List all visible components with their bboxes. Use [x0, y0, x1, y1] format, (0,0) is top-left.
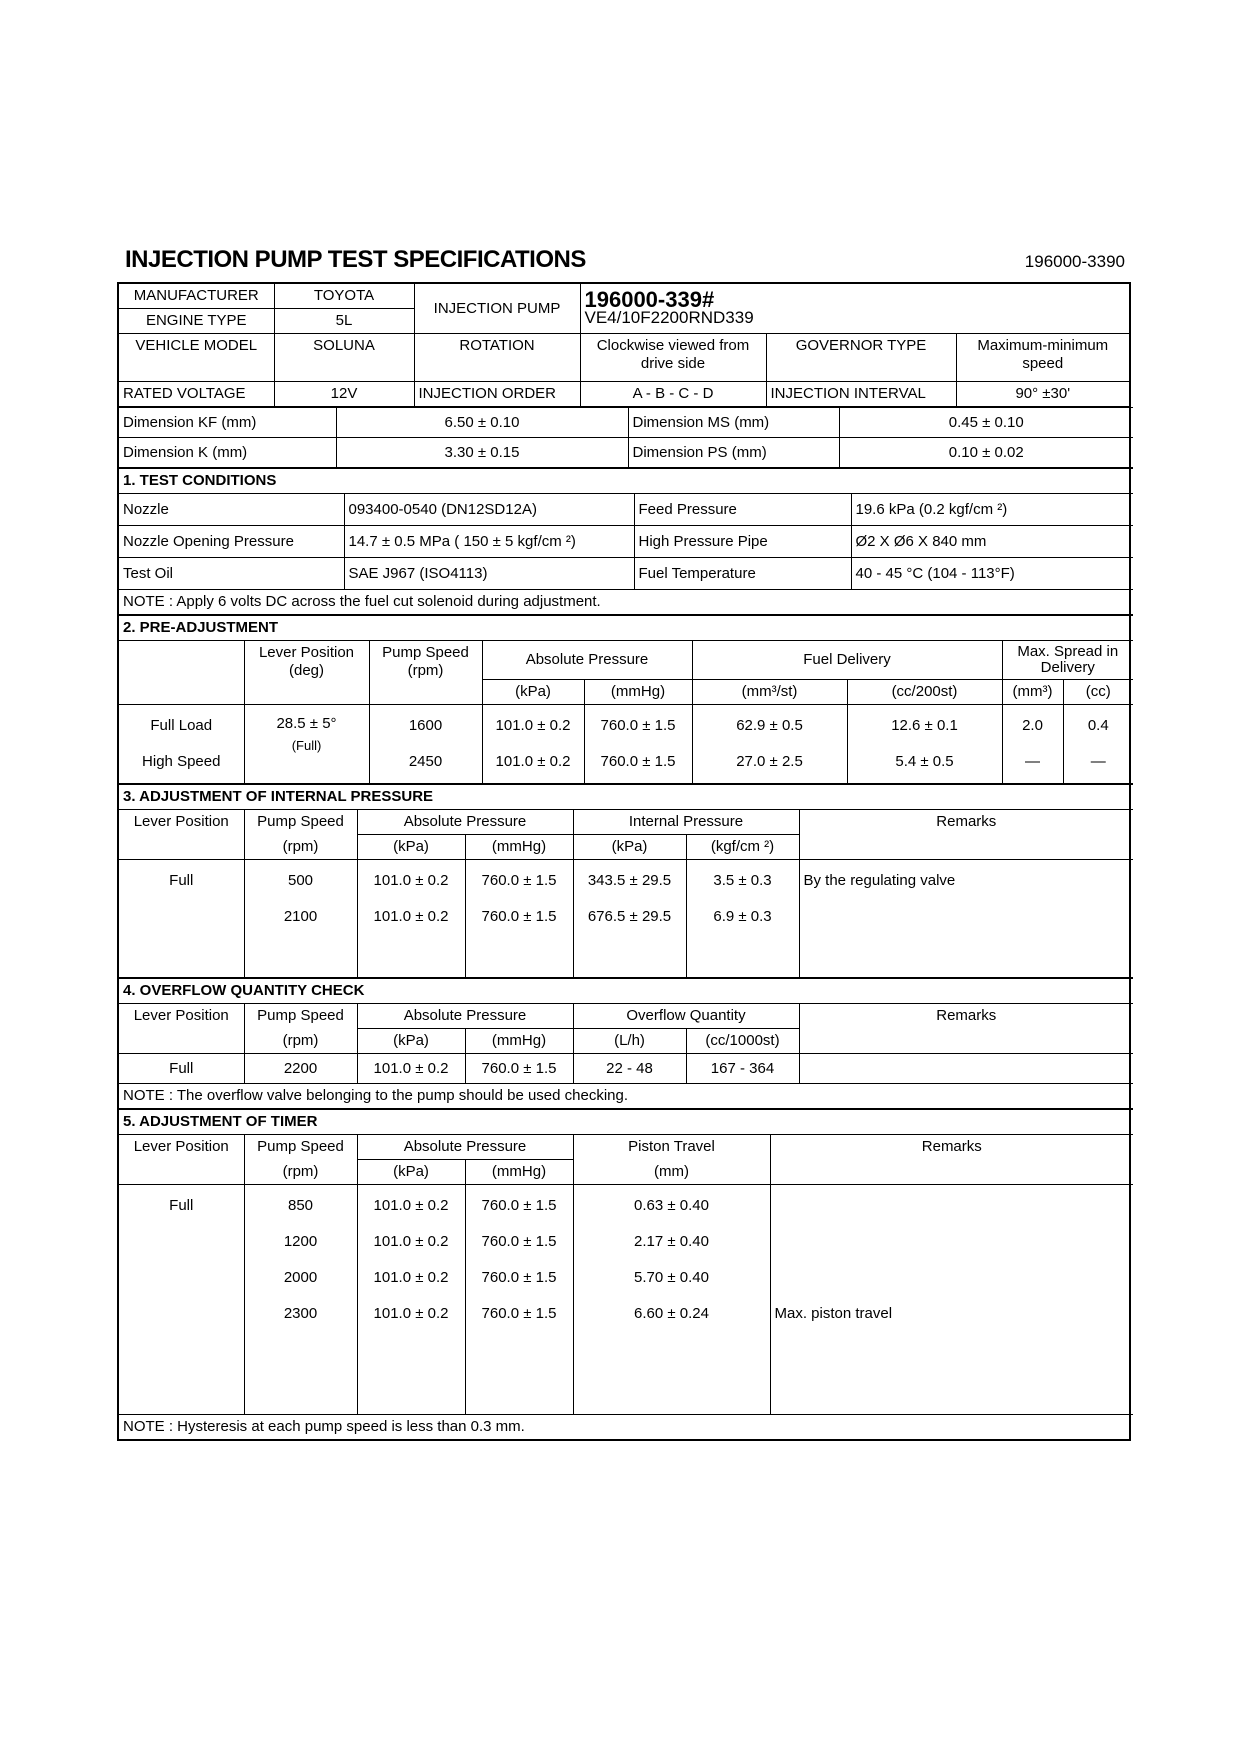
max-spread-header: Max. Spread in Delivery — [1002, 641, 1133, 680]
overflow-quantity-header: Overflow Quantity — [573, 1004, 799, 1029]
table-cell — [775, 1224, 1130, 1260]
internal-pressure-table — [119, 784, 1133, 978]
high-speed-label: High Speed — [142, 753, 221, 770]
table-cell: 0.63 ± 0.40 — [634, 1197, 709, 1214]
pump-number: 196000-339# — [584, 286, 715, 312]
table-cell: 101.0 ± 0.2 — [357, 1054, 465, 1084]
unit-kpa: (kPa) — [573, 835, 686, 860]
dimension-ms-value: 0.45 ± 0.10 — [839, 408, 1133, 438]
pump-model: VE4/10F2200RND339 — [584, 307, 754, 327]
piston-travel-cell — [573, 1185, 770, 1415]
page-title: INJECTION PUMP TEST SPECIFICATIONS — [125, 246, 586, 273]
table-cell: 5.4 ± 0.5 — [895, 753, 954, 770]
unit-mm: (mm) — [573, 1160, 770, 1185]
header-table — [119, 284, 1129, 407]
table-cell: 2100 — [283, 908, 318, 925]
overflow-remarks — [799, 1054, 1133, 1084]
dimension-kf-label: Dimension KF (mm) — [119, 408, 336, 438]
table-cell: 760.0 ± 1.5 — [481, 908, 557, 925]
title-row — [117, 246, 1131, 278]
unit-kpa: (kPa) — [357, 1029, 465, 1054]
lever-full: Full — [119, 1054, 244, 1084]
rotation-value: Clockwise viewed from drive side — [580, 334, 766, 382]
unit-rpm: (rpm) — [244, 835, 357, 860]
injection-interval-value: 90° ±30' — [956, 382, 1129, 407]
unit-mmhg: (mmHg) — [465, 1029, 573, 1054]
injection-interval-label: INJECTION INTERVAL — [766, 382, 956, 407]
timer-table — [119, 1109, 1133, 1439]
timer-heading: 5. ADJUSTMENT OF TIMER — [119, 1110, 1133, 1135]
table-cell: Max. piston travel — [774, 1305, 893, 1322]
internal-pressure-header: Internal Pressure — [573, 810, 799, 835]
table-cell: 2450 — [408, 753, 443, 770]
unit-cc: (cc) — [1063, 680, 1133, 705]
table-cell: 760.0 ± 1.5 — [465, 1054, 573, 1084]
table-cell: 760.0 ± 1.5 — [481, 872, 557, 889]
lever-position-header: Lever Position — [119, 1004, 244, 1054]
kpa-cell — [357, 860, 465, 978]
test-conditions-heading: 1. TEST CONDITIONS — [119, 469, 1133, 494]
dimensions-table — [119, 407, 1133, 468]
table-cell: 167 - 364 — [686, 1054, 799, 1084]
spread-cc-cell — [1063, 705, 1133, 784]
dimension-kf-value: 6.50 ± 0.10 — [336, 408, 628, 438]
nozzle-label: Nozzle — [119, 494, 344, 526]
spec-sheet — [117, 246, 1131, 1441]
rotation-label: ROTATION — [414, 334, 580, 382]
lever-position-header: Lever Position — [119, 810, 244, 860]
table-cell: 760.0 ± 1.5 — [481, 1197, 557, 1214]
mmhg-cell — [465, 860, 573, 978]
high-pressure-pipe-label: High Pressure Pipe — [634, 526, 851, 558]
unit-rpm: (rpm) — [244, 1029, 357, 1054]
pump-speed-header: Pump Speed — [244, 810, 357, 835]
pump-speed-header: Pump Speed — [244, 1135, 357, 1160]
table-cell: 2300 — [283, 1305, 318, 1322]
nozzle-opening-pressure-label: Nozzle Opening Pressure — [119, 526, 344, 558]
table-cell: 22 - 48 — [573, 1054, 686, 1084]
nozzle-value: 093400-0540 (DN12SD12A) — [344, 494, 634, 526]
lever-position-header: Lever Position — [119, 1135, 244, 1185]
injection-order-label: INJECTION ORDER — [414, 382, 580, 407]
absolute-pressure-header: Absolute Pressure — [482, 641, 692, 680]
test-conditions-note: NOTE : Apply 6 volts DC across the fuel cut solenoid during adjustment. — [119, 590, 1133, 615]
internal-pressure-heading: 3. ADJUSTMENT OF INTERNAL PRESSURE — [119, 785, 1133, 810]
test-oil-label: Test Oil — [119, 558, 344, 590]
rated-voltage-label: RATED VOLTAGE — [119, 382, 274, 407]
pre-adjustment-blank-header — [119, 641, 244, 705]
table-cell: 101.0 ± 0.2 — [373, 1233, 449, 1250]
table-cell: 343.5 ± 29.5 — [587, 872, 672, 889]
unit-kgf-cm2: (kgf/cm ²) — [686, 835, 799, 860]
table-cell: 760.0 ± 1.5 — [600, 753, 676, 770]
table-cell: 101.0 ± 0.2 — [373, 1269, 449, 1286]
table-cell: 62.9 ± 0.5 — [736, 717, 803, 734]
table-cell: — — [1025, 753, 1040, 770]
table-cell: 5.70 ± 0.40 — [634, 1269, 709, 1286]
table-cell: 6.9 ± 0.3 — [713, 908, 772, 925]
table-cell: 2000 — [283, 1269, 318, 1286]
dimension-k-value: 3.30 ± 0.15 — [336, 438, 628, 468]
timer-remarks-cell — [770, 1185, 1133, 1415]
unit-cc-1000st: (cc/1000st) — [686, 1029, 799, 1054]
pump-speed-cell — [369, 705, 482, 784]
lever-position-header: Lever Position (deg) — [244, 641, 369, 705]
feed-pressure-value: 19.6 kPa (0.2 kgf/cm ²) — [851, 494, 1133, 526]
engine-type-value: 5L — [274, 309, 414, 334]
remarks-header: Remarks — [799, 810, 1133, 860]
unit-mmhg: (mmHg) — [465, 835, 573, 860]
engine-type-label: ENGINE TYPE — [119, 309, 274, 334]
table-cell: 2200 — [244, 1054, 357, 1084]
table-cell: 850 — [287, 1197, 314, 1214]
table-cell: 101.0 ± 0.2 — [373, 872, 449, 889]
lever-position-sub: (Full) — [291, 738, 322, 753]
table-cell: 2.0 — [1022, 717, 1043, 734]
dimension-ps-value: 0.10 ± 0.02 — [839, 438, 1133, 468]
pre-adjustment-table — [119, 615, 1133, 784]
injection-pump-label: INJECTION PUMP — [414, 284, 580, 334]
unit-l-h: (L/h) — [573, 1029, 686, 1054]
test-oil-value: SAE J967 (ISO4113) — [344, 558, 634, 590]
governor-type-value: Maximum-minimum speed — [956, 334, 1129, 382]
full-load-label: Full Load — [150, 717, 213, 734]
table-cell: 101.0 ± 0.2 — [373, 1305, 449, 1322]
timer-note: NOTE : Hysteresis at each pump speed is less than 0.3 mm. — [119, 1415, 1133, 1440]
feed-pressure-label: Feed Pressure — [634, 494, 851, 526]
mm3-st-cell — [692, 705, 847, 784]
dimension-k-label: Dimension K (mm) — [119, 438, 336, 468]
table-cell — [775, 1188, 1130, 1224]
speed-cell — [244, 1185, 357, 1415]
table-cell: 2.17 ± 0.40 — [634, 1233, 709, 1250]
table-cell: 12.6 ± 0.1 — [891, 717, 958, 734]
cc-200st-cell — [847, 705, 1002, 784]
fuel-temperature-label: Fuel Temperature — [634, 558, 851, 590]
pump-id — [580, 284, 1129, 334]
pre-adjustment-condition-names — [119, 705, 244, 784]
remarks-header: Remarks — [799, 1004, 1133, 1054]
table-cell: 3.5 ± 0.3 — [713, 872, 772, 889]
table-cell: 676.5 ± 29.5 — [587, 908, 672, 925]
injection-order-value: A - B - C - D — [580, 382, 766, 407]
remarks-value: By the regulating valve — [799, 860, 1133, 978]
unit-kpa: (kPa) — [357, 1160, 465, 1185]
unit-rpm: (rpm) — [244, 1160, 357, 1185]
vehicle-model-value: SOLUNA — [274, 334, 414, 382]
table-cell — [775, 1260, 1130, 1296]
absolute-pressure-header: Absolute Pressure — [357, 1004, 573, 1029]
overflow-table — [119, 978, 1133, 1109]
rated-voltage-value: 12V — [274, 382, 414, 407]
lever-full: Full — [119, 1185, 244, 1415]
kpa-cell — [482, 705, 584, 784]
table-cell: 0.4 — [1087, 717, 1109, 734]
manufacturer-value: TOYOTA — [274, 284, 414, 309]
dimension-ms-label: Dimension MS (mm) — [628, 408, 839, 438]
remarks-header: Remarks — [770, 1135, 1133, 1185]
internal-kpa-cell — [573, 860, 686, 978]
mmhg-cell — [465, 1185, 573, 1415]
speed-cell — [244, 860, 357, 978]
internal-kgf-cell — [686, 860, 799, 978]
piston-travel-header: Piston Travel — [573, 1135, 770, 1160]
absolute-pressure-header: Absolute Pressure — [357, 810, 573, 835]
unit-mm3: (mm³) — [1002, 680, 1063, 705]
table-cell: 1200 — [283, 1233, 318, 1250]
unit-mmhg: (mmHg) — [465, 1160, 573, 1185]
fuel-temperature-value: 40 - 45 °C (104 - 113°F) — [851, 558, 1133, 590]
spec-table — [117, 282, 1131, 1441]
unit-cc-200st: (cc/200st) — [847, 680, 1002, 705]
table-cell: 760.0 ± 1.5 — [481, 1305, 557, 1322]
table-cell: 101.0 ± 0.2 — [495, 753, 571, 770]
overflow-note: NOTE : The overflow valve belonging to the pump should be used checking. — [119, 1084, 1133, 1109]
unit-mmhg: (mmHg) — [584, 680, 692, 705]
dimension-ps-label: Dimension PS (mm) — [628, 438, 839, 468]
spread-mm3-cell — [1002, 705, 1063, 784]
unit-kpa: (kPa) — [482, 680, 584, 705]
overflow-heading: 4. OVERFLOW QUANTITY CHECK — [119, 979, 1133, 1004]
lever-full: Full — [119, 860, 244, 978]
manufacturer-label: MANUFACTURER — [119, 284, 274, 309]
table-cell: 6.60 ± 0.24 — [634, 1305, 709, 1322]
nozzle-opening-pressure-value: 14.7 ± 0.5 MPa ( 150 ± 5 kgf/cm ²) — [344, 526, 634, 558]
lever-position-cell — [244, 705, 369, 784]
table-cell: 500 — [287, 872, 314, 889]
table-cell: 101.0 ± 0.2 — [495, 717, 571, 734]
fuel-delivery-header: Fuel Delivery — [692, 641, 1002, 680]
table-cell: 760.0 ± 1.5 — [600, 717, 676, 734]
pump-speed-header: Pump Speed (rpm) — [369, 641, 482, 705]
vehicle-model-label: VEHICLE MODEL — [119, 334, 274, 382]
lever-position-value: 28.5 ± 5° — [276, 715, 337, 732]
table-cell: — — [1090, 753, 1106, 770]
unit-mm3-st: (mm³/st) — [692, 680, 847, 705]
absolute-pressure-header: Absolute Pressure — [357, 1135, 573, 1160]
table-cell: 1600 — [408, 717, 443, 734]
table-cell: 760.0 ± 1.5 — [481, 1269, 557, 1286]
table-cell: 101.0 ± 0.2 — [373, 1197, 449, 1214]
document-code: 196000-3390 — [1024, 252, 1125, 271]
table-cell: 27.0 ± 2.5 — [736, 753, 803, 770]
mmhg-cell — [584, 705, 692, 784]
table-cell: 101.0 ± 0.2 — [373, 908, 449, 925]
table-cell: 760.0 ± 1.5 — [481, 1233, 557, 1250]
test-conditions-table — [119, 468, 1133, 615]
governor-type-label: GOVERNOR TYPE — [766, 334, 956, 382]
pre-adjustment-heading: 2. PRE-ADJUSTMENT — [119, 616, 1133, 641]
unit-kpa: (kPa) — [357, 835, 465, 860]
kpa-cell — [357, 1185, 465, 1415]
pump-speed-header: Pump Speed — [244, 1004, 357, 1029]
high-pressure-pipe-value: Ø2 X Ø6 X 840 mm — [851, 526, 1133, 558]
